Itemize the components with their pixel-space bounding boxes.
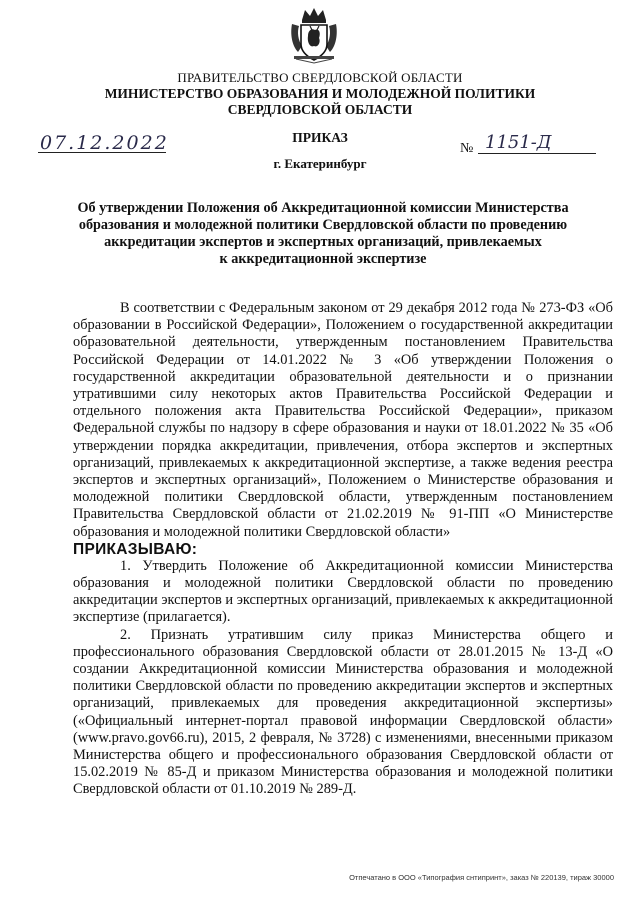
ministry-name xyxy=(0,86,640,118)
order-item-1: 1. Утвердить Положение об Аккредитационной комиссии Министерства образования и молодежной политики Свердловской области по проведению аккредитации экспертов и экспертных организаций, привлекаемых к аккредитационной экспертизе (прилагается). xyxy=(73,557,613,626)
title-line2: образования и молодежной политики Свердловской области по проведению xyxy=(78,217,568,233)
title-line3: аккредитации экспертов и экспертных организаций, привлекаемых xyxy=(104,234,542,250)
preamble-paragraph: В соответствии с Федеральным законом от 29 декабря 2012 года № 273-ФЗ «Об образовании в Российской Федерации», Положением о государственной аккредитации образовательной деятельности, утвержденным постановлением Правительства Российской Федерации от 14.01.2022 № 3 «Об утверждении Положения о государственной аккредитации образовательной деятельности и о признании утратившими силу некоторых актов Правительства Российской Федерации и отдельного положения акта Правительства Российской Федерации», приказом Федеральной службы по надзору в сфере образования и науки от 18.01.2022 № 35 «Об утверждении порядка аккредитации, привлечения, отбора экспертов и экспертных организаций, привлекаемых к аккредитационной экспертизе, а также ведения реестра экспертов и экспертных организаций», Положением о Министерстве образования и молодежной политики Свердловской области, утвержденным постановлением Правительства Свердловской области от 21.02.2019 № 91-ПП «О Министерстве образования и молодежной политики Свердловской области» xyxy=(73,300,613,540)
city: г. Екатеринбург xyxy=(273,156,367,171)
handwritten-number: 1151-Д xyxy=(485,132,552,153)
printer-footer: Отпечатано в ООО «Типография снтипринт», заказ № 220139, тираж 30000 xyxy=(349,873,614,882)
coat-of-arms-icon xyxy=(288,6,340,64)
title-line1: Об утверждении Положения об Аккредитационной комиссии Министерства xyxy=(77,200,569,216)
number-sign: № xyxy=(460,141,474,156)
handwritten-date: 07.12.2022 xyxy=(40,132,169,154)
document-type: ПРИКАЗ xyxy=(292,130,348,145)
order-item-2: 2. Признать утратившим силу приказ Министерства общего и профессионального образования Свердловской области от 28.01.2015 № 13-Д «О создании Аккредитационной комиссии Министерства образования и молодежной политики Свердловской области по проведению аккредитации экспертов и экспертных организаций, привлекаемых для проведения аккредитационной экспертизы» («Официальный интернет-портал правовой информации Свердловской области» (www.pravo.gov66.ru), 2015, 2 февраля, № 3728) с изменениями, внесенными приказом Министерства общего и профессионального образования Свердловской области от 15.02.2019 № 85-Д и приказом Министерства образования и молодежной политики Свердловской области от 01.10.2019 № 289-Д. xyxy=(73,626,613,798)
order-word: ПРИКАЗЫВАЮ: xyxy=(73,540,198,558)
government-name: ПРАВИТЕЛЬСТВО СВЕРДЛОВСКОЙ ОБЛАСТИ xyxy=(177,70,463,85)
ministry-name-line2: СВЕРДЛОВСКОЙ ОБЛАСТИ xyxy=(227,102,413,117)
ministry-name-line1: МИНИСТЕРСТВО ОБРАЗОВАНИЯ И МОЛОДЕЖНОЙ ПОЛИТИКИ xyxy=(104,86,536,101)
document-title xyxy=(62,200,584,268)
title-line4: к аккредитационной экспертизе xyxy=(219,251,427,267)
document-body xyxy=(73,300,613,799)
